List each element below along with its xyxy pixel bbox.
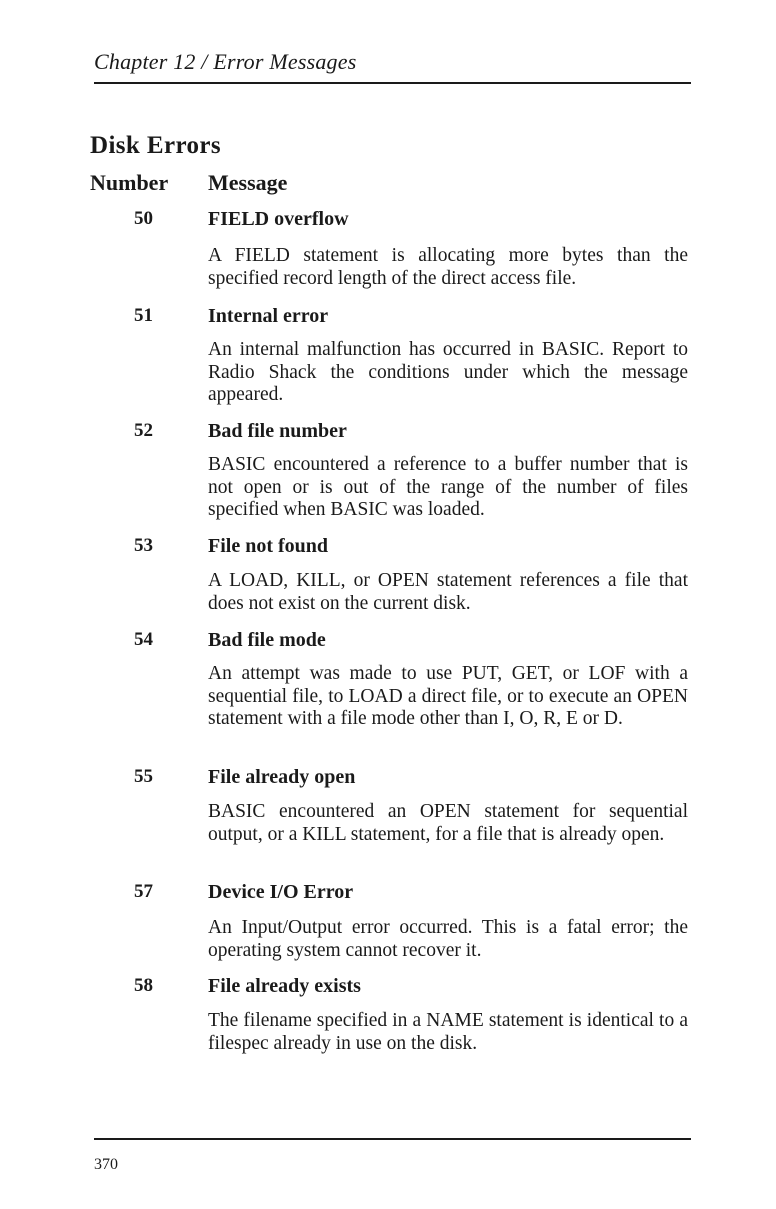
error-title-54: Bad file mode bbox=[208, 629, 326, 651]
header-rule bbox=[94, 82, 691, 84]
error-number-54: 54 bbox=[134, 629, 153, 650]
error-title-55: File already open bbox=[208, 766, 356, 788]
error-number-51: 51 bbox=[134, 305, 153, 326]
column-heading-number: Number bbox=[90, 170, 169, 195]
error-description-58: The filename specified in a NAME statement is identical to a filespec already in use on the disk. bbox=[208, 1010, 688, 1054]
error-description-50: A FIELD statement is allocating more bytes than the specified record length of the direct access file. bbox=[208, 245, 688, 289]
error-number-52: 52 bbox=[134, 420, 153, 441]
error-number-50: 50 bbox=[134, 208, 153, 229]
error-description-51: An internal malfunction has occurred in BASIC. Report to Radio Shack the conditions under which the message appeared. bbox=[208, 339, 688, 406]
running-head: Chapter 12 / Error Messages bbox=[94, 49, 357, 74]
error-description-57: An Input/Output error occurred. This is a fatal error; the operating system cannot recover it. bbox=[208, 917, 688, 961]
error-description-52: BASIC encountered a reference to a buffer number that is not open or is out of the range of the number of files specified when BASIC was loaded. bbox=[208, 454, 688, 521]
error-description-54: An attempt was made to use PUT, GET, or LOF with a sequential file, to LOAD a direct file, or to execute an OPEN statement with a file mode other than I, O, R, E or D. bbox=[208, 663, 688, 730]
error-title-52: Bad file number bbox=[208, 420, 347, 442]
error-number-57: 57 bbox=[134, 881, 153, 902]
error-description-55: BASIC encountered an OPEN statement for sequential output, or a KILL statement, for a file that is already open. bbox=[208, 801, 688, 845]
error-number-58: 58 bbox=[134, 975, 153, 996]
column-heading-message: Message bbox=[208, 170, 288, 195]
error-number-53: 53 bbox=[134, 535, 153, 556]
error-title-51: Internal error bbox=[208, 305, 329, 327]
error-description-53: A LOAD, KILL, or OPEN statement references a file that does not exist on the current disk. bbox=[208, 570, 688, 614]
error-title-57: Device I/O Error bbox=[208, 881, 354, 903]
page-number: 370 bbox=[94, 1156, 118, 1173]
error-number-55: 55 bbox=[134, 766, 153, 787]
section-title: Disk Errors bbox=[90, 132, 222, 159]
footer-rule bbox=[94, 1138, 691, 1140]
error-title-50: FIELD overflow bbox=[208, 208, 349, 230]
error-title-53: File not found bbox=[208, 535, 329, 557]
error-title-58: File already exists bbox=[208, 975, 361, 997]
